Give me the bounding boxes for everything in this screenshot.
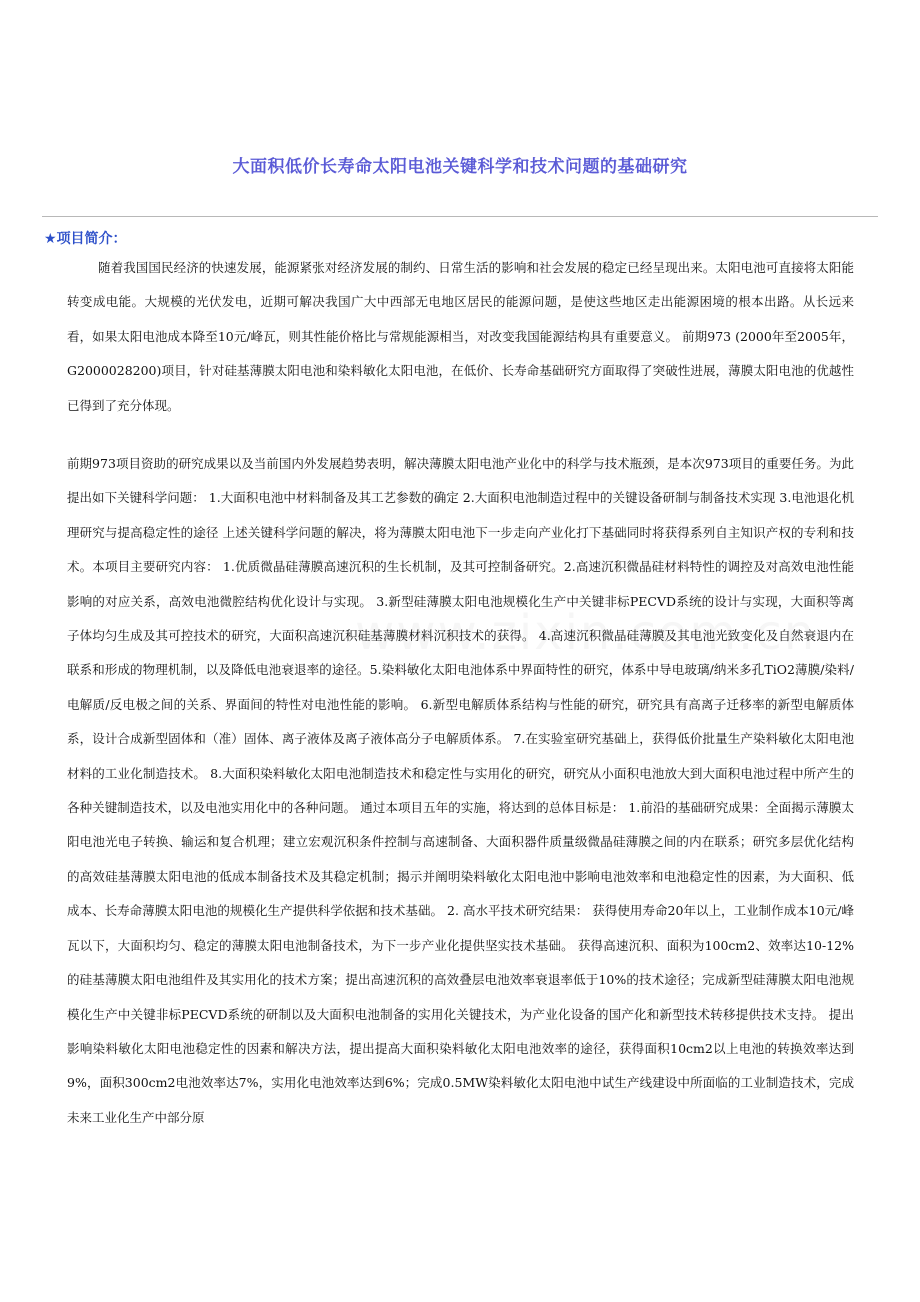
intro-paragraph-2: 前期973项目资助的研究成果以及当前国内外发展趋势表明，解决薄膜太阳电池产业化中的科学与技术瓶颈，是本次973项目的重要任务。为此提出如下关键科学问题： 1.大面积电池中材料制备及其工艺参数的确定 2.大面积电池制造过程中的关键设备研制与制备技术实现 3.电池退化机理研究与提高稳定性的途径 上述关键科学问题的解决，将为薄膜太阳电池下一步走向产业化打下基础同时将获得系列自主知识产权的专利和技术。本项目主要研究内容： 1.优质微晶硅薄膜高速沉积的生长机制，及其可控制备研究。2.高速沉积微晶硅材料特性的调控及对高效电池性能影响的对应关系，高效电池微腔结构优化设计与实现。 3.新型硅薄膜太阳电池规模化生产中关键非标PECVD系统的设计与实现，大面积等离子体均匀生成及其可控技术的研究，大面积高速沉积硅基薄膜材料沉积技术的获得。 4.高速沉积微晶硅薄膜及其电池光致变化及自然衰退内在联系和形成的物理机制，以及降低电池衰退率的途径。5.染料敏化太阳电池体系中界面特性的研究，体系中导电玻璃/纳米多孔TiO2薄膜/染料/电解质/反电极之间的关系、界面间的特性对电池性能的影响。 6.新型电解质体系结构与性能的研究，研究具有高离子迁移率的新型电解质体系，设计合成新型固体和（准）固体、离子液体及离子液体高分子电解质体系。 7.在实验室研究基础上，获得低价批量生产染料敏化太阳电池材料的工业化制造技术。 8.大面积染料敏化太阳电池制造技术和稳定性与实用化的研究，研究从小面积电池放大到大面积电池过程中所产生的各种关键制造技术，以及电池实用化中的各种问题。 通过本项目五年的实施，将达到的总体目标是： 1.前沿的基础研究成果：全面揭示薄膜太阳电池光电子转换、输运和复合机理；建立宏观沉积条件控制与高速制备、大面积器件质量级微晶硅薄膜之间的内在联系；研究多层优化结构的高效硅基薄膜太阳电池的低成本制备技术及其稳定机制；揭示并阐明染料敏化太阳电池中影响电池效率和电池稳定性的因素，为大面积、低成本、长寿命薄膜太阳电池的规模化生产提供科学依据和技术基础。 2. 高水平技术研究结果： 获得使用寿命20年以上，工业制作成本10元/峰瓦以下，大面积均匀、稳定的薄膜太阳电池制备技术，为下一步产业化提供坚实技术基础。 获得高速沉积、面积为100cm2、效率达10-12%的硅基薄膜太阳电池组件及其实用化的技术方案；提出高速沉积的高效叠层电池效率衰退率低于10%的技术途径；完成新型硅薄膜太阳电池规模化生产中关键非标PECVD系统的研制以及大面积电池制备的实用化关键技术，为产业化设备的国产化和新型技术转移提供技术支持。 提出影响染料敏化太阳电池稳定性的因素和解决方法，提出提高大面积染料敏化太阳电池效率的途径，获得面积10cm2以上电池的转换效率达到9%，面积300cm2电池效率达7%，实用化电池效率达到6%；完成0.5MW染料敏化太阳电池中试生产线建设中所面临的工业制造技术，完成未来工业化生产中部分原: [67, 456, 854, 1125]
star-icon: ★: [44, 231, 57, 247]
section-heading-label: 项目简介：: [56, 231, 127, 247]
document-title: 大面积低价长寿命太阳电池关键科学和技术问题的基础研究: [232, 157, 688, 177]
section-heading: [44, 228, 127, 248]
intro-paragraph-1: 随着我国国民经济的快速发展，能源紧张对经济发展的制约、日常生活的影响和社会发展的稳定已经呈现出来。太阳电池可直接将太阳能转变成电能。大规模的光伏发电，近期可解决我国广大中西部无电地区居民的能源问题，是使这些地区走出能源困境的根本出路。从长远来看，如果太阳电池成本降至10元/峰瓦，则其性能价格比与常规能源相当，对改变我国能源结构具有重要意义。 前期973 (2000年至2005年，G2000028200)项目，针对硅基薄膜太阳电池和染料敏化太阳电池，在低价、长寿命基础研究方面取得了突破性进展，薄膜太阳电池的优越性已得到了充分体现。: [67, 260, 854, 413]
horizontal-divider: [42, 216, 878, 217]
